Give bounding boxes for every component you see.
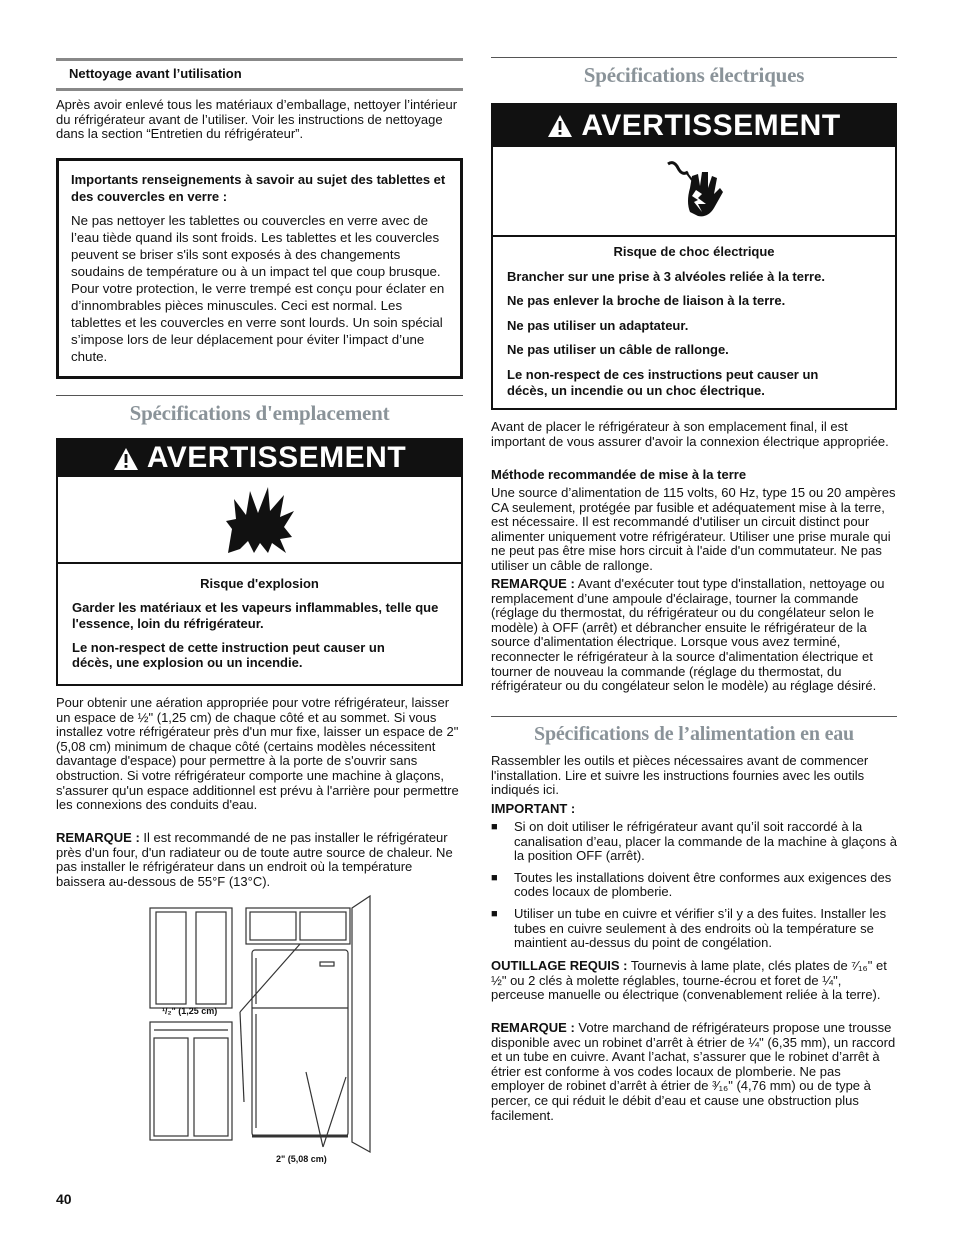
- water-top-rule: [491, 716, 897, 717]
- warning-label: AVERTISSEMENT: [146, 441, 407, 475]
- electric-shock-icon: [493, 147, 895, 237]
- explosion-warning-box: [56, 438, 463, 686]
- electrical-intro: Avant de placer le réfrigérateur à son emplacement final, il est important de vous assurer d'avoir la connexion électrique appropriée.: [491, 419, 889, 449]
- warning-body: [493, 237, 895, 399]
- location-top-rule: [56, 395, 463, 396]
- location-note: [56, 831, 462, 889]
- glass-info-box: [56, 158, 463, 379]
- warning-header: [493, 105, 895, 147]
- location-note-text: Il est recommandé de ne pas installer le réfrigérateur près d'un four, d'un radiateur ou de toute autre source de chaleur. Ne pas installer le réfrigérateur dans un endroit où la température baissera au-dessous de 55°F (13°C).: [56, 830, 453, 889]
- warning-risk: Risque de choc électrique: [613, 244, 775, 259]
- water-tools: [491, 959, 897, 1003]
- water-tools-text: Tournevis à lame plate, clés plates de ⁷⁄₁₆" et ½" ou 2 clés à molette réglables, tourne-écrou et foret de ¼", perceuse manuelle ou électrique (convenablement reliée à la terre).: [491, 958, 887, 1003]
- water-note-label: REMARQUE :: [491, 1020, 575, 1035]
- clearance-illustration: [140, 892, 385, 1162]
- warning-line-2: Ne pas enlever la broche de liaison à la terre.: [507, 293, 786, 308]
- glass-info-text: Ne pas nettoyer les tablettes ou couvercles en verre avec de l’eau tiède quand ils sont froids. Les tablettes et les couvercles peuvent se briser s'ils sont exposés à des changements soudains de température ou à un impact tel que coup brusque. Pour votre protection, le verre trempé est conçu pour éclater en d’innombrables pièces minuscules. Ceci est normal. Les tablettes et les couvercles en verre sont lourds. Un soin spécial s’impose lors de leur déplacement pour éviter l’impact d’une chute.: [71, 213, 445, 364]
- warning-risk: Risque d'explosion: [200, 576, 319, 591]
- electrical-note-text: Avant d'exécuter tout type d'installation, nettoyage ou remplacement d’une ampoule d'éclairage, tourner la commande (réglage du thermostat, du réfrigérateur ou du congélateur selon le modèle) à OFF (arrêt) et débrancher ensuite le réfrigérateur de la source d'alimentation électrique. Lorsque vous avez terminé, reconnecter le réfrigérateur à la source d'alimentation électrique et tourner de nouveau la commande (réglage du thermostat, du réfrigérateur ou du congélateur selon le modèle) au réglage désiré.: [491, 576, 885, 694]
- water-important-label: IMPORTANT :: [491, 801, 576, 816]
- warning-line-1: Brancher sur une prise à 3 alvéoles reliée à la terre.: [507, 268, 825, 284]
- cleaning-text: Après avoir enlevé tous les matériaux d’emballage, nettoyer l’intérieur du réfrigérateur avant de l’utiliser. Voir les instructions de nettoyage dans la section “Entretien du réfrigérateur”.: [56, 97, 458, 142]
- clearance-label-two-inch: 2" (5,08 cm): [276, 1154, 327, 1164]
- location-text: Pour obtenir une aération appropriée pour votre réfrigérateur, laisser un espace de ½" (1,25 cm) de chaque côté et au sommet. Si vous installez votre réfrigérateur près d'un mur fixe, laisser un espace de 2" (5,08 cm) minimum de chaque côté (certains modèles nécessitent davantage d'espace) pour permettre à la porte de s'ouvrir sans obstruction. Si votre réfrigérateur comporte une machine à glaçons, s'assurer qu'un espace additionnel est prévu à l'arrière pour permettre les connexions des conduits d'eau.: [56, 695, 459, 813]
- warning-triangle-icon: [547, 114, 573, 138]
- cleaning-heading: Nettoyage avant l’utilisation: [69, 66, 242, 81]
- location-note-label: REMARQUE :: [56, 830, 140, 845]
- list-item: ■ Toutes les installations doivent être conformes aux exigences des codes locaux de plomberie.: [491, 871, 897, 900]
- location-heading: Spécifications d'emplacement: [129, 401, 390, 425]
- clearance-label-half-inch: ¹/₂" (1,25 cm): [162, 1006, 218, 1016]
- water-heading: Spécifications de l’alimentation en eau: [534, 723, 854, 745]
- glass-info-title: Importants renseignements à savoir au sujet des tablettes et des couvercles en verre :: [71, 172, 446, 204]
- cleaning-bottom-rule: [56, 88, 463, 91]
- explosion-icon: [58, 477, 461, 564]
- electrical-note: [491, 577, 897, 694]
- warning-line-5: Le non-respect de ces instructions peut causer un décès, un incendie ou un choc électrique.: [507, 366, 819, 398]
- warning-header: [58, 440, 461, 477]
- cleaning-top-rule: [56, 58, 463, 61]
- list-item: ■ Utiliser un tube en cuivre et vérifier s’il y a des fuites. Installer les tubes en cuivre seulement à des endroits où la température se maintient au-dessus du point de congélation.: [491, 907, 897, 951]
- grounding-method-heading: Méthode recommandée de mise à la terre: [491, 467, 747, 482]
- warning-triangle-icon: [113, 447, 139, 471]
- page-number: 40: [56, 1191, 72, 1207]
- warning-line-2: Le non-respect de cette instruction peut causer un décès, une explosion ou un incendie.: [72, 639, 385, 670]
- warning-line-4: Ne pas utiliser un câble de rallonge.: [507, 342, 729, 357]
- electrical-note-label: REMARQUE :: [491, 576, 575, 591]
- electrical-heading: Spécifications électriques: [583, 63, 805, 87]
- warning-line-3: Ne pas utiliser un adaptateur.: [507, 317, 689, 333]
- warning-line-1: Garder les matériaux et les vapeurs inflammables, telle que l'essence, loin du réfrigérateur.: [72, 600, 439, 631]
- water-note: [491, 1021, 897, 1123]
- water-note-text: Votre marchand de réfrigérateurs propose une trousse disponible avec un robinet d’arrêt à étrier de ¼" (6,35 mm), un raccord et un tube en cuivre. Avant l’achat, s’assurer que le robinet d’arrêt à étrier est conforme à vos codes locaux de plomberie. Ne pas employer de robinet d’arrêt à étrier de ³⁄₁₆" (4,76 mm) ou de type à percer, ce qui réduit le débit d’eau et cause une obstruction plus facilement.: [491, 1020, 896, 1123]
- warning-body: [58, 564, 461, 671]
- grounding-method-text: Une source d’alimentation de 115 volts, 60 Hz, type 15 ou 20 ampères CA seulement, protégée par fusible et adéquatement mise à la terre, est nécessaire. Il est recommandé d'utiliser un circuit distinct pour alimenter uniquement votre réfrigérateur. Utiliser une prise murale qui ne peut pas être mise hors circuit à l'aide d'un commutateur. Ne pas utiliser un câble de rallonge.: [491, 485, 896, 573]
- electrical-top-rule: [491, 57, 897, 58]
- water-bullet-list: [491, 820, 897, 958]
- warning-label: AVERTISSEMENT: [581, 108, 841, 142]
- water-tools-label: OUTILLAGE REQUIS :: [491, 958, 628, 973]
- water-intro: Rassembler les outils et pièces nécessaires avant de commencer l'installation. Lire et suivre les instructions fournies avec les outils indiqués ici.: [491, 753, 869, 798]
- electric-warning-box: [491, 103, 897, 410]
- list-item: ■ Si on doit utiliser le réfrigérateur avant qu’il soit raccordé à la canalisation d’eau, placer la commande de la machine à glaçons à la position OFF (arrêt).: [491, 820, 897, 864]
